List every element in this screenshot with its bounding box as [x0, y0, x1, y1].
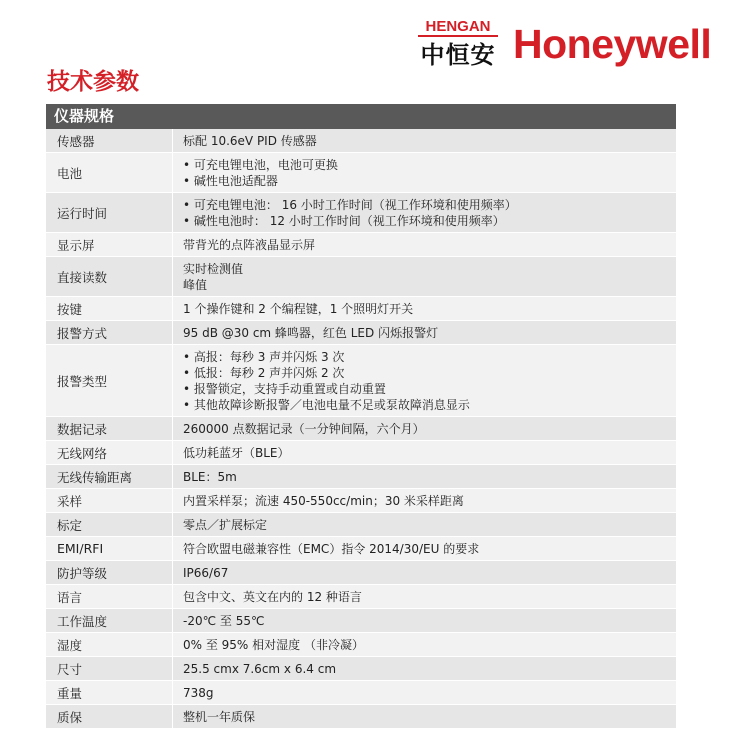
spec-row: [46, 129, 676, 153]
spec-label: 报警方式: [46, 321, 173, 344]
honeywell-logo: Honeywell: [513, 21, 712, 67]
spec-label: 标定: [46, 513, 173, 536]
spec-value: [173, 257, 676, 296]
spec-value-line: 零点／扩展标定: [183, 517, 268, 532]
spec-row: [46, 257, 676, 297]
spec-row: [46, 657, 676, 681]
spec-label: 无线网络: [46, 441, 173, 464]
hengan-logo-en: HENGAN: [425, 18, 491, 35]
spec-label: 按键: [46, 297, 173, 320]
spec-label: 工作温度: [46, 609, 173, 632]
spec-row: [46, 321, 676, 345]
spec-label: 运行时间: [46, 193, 173, 232]
hengan-logo: [412, 18, 504, 69]
spec-value-line: 260000 点数据记录（一分钟间隔，六个月）: [183, 421, 425, 436]
spec-row: [46, 441, 676, 465]
spec-value: [173, 233, 676, 256]
spec-label: 防护等级: [46, 561, 173, 584]
spec-value-line: IP66/67: [183, 565, 229, 580]
spec-value: [173, 561, 676, 584]
spec-value: [173, 321, 676, 344]
spec-row: [46, 609, 676, 633]
spec-value-line: • 碱性电池适配器: [183, 173, 278, 188]
spec-value-line: 25.5 cmx 7.6cm x 6.4 cm: [183, 661, 337, 676]
spec-value-line: • 碱性电池时： 12 小时工作时间（视工作环境和使用频率）: [183, 213, 505, 228]
spec-value-line: 内置采样泵；流速 450-550cc/min；30 米采样距离: [183, 493, 464, 508]
spec-value-line: BLE：5m: [183, 469, 237, 484]
spec-value: [173, 513, 676, 536]
spec-value-line: • 高报：每秒 3 声并闪烁 3 次: [183, 349, 345, 364]
spec-value: [173, 633, 676, 656]
spec-value: [173, 129, 676, 152]
spec-value: [173, 657, 676, 680]
spec-value: [173, 345, 676, 416]
spec-value-line: 带背光的点阵液晶显示屏: [183, 237, 316, 252]
spec-value: [173, 537, 676, 560]
spec-value-line: 738g: [183, 685, 214, 700]
spec-value-line: 1 个操作键和 2 个编程键，1 个照明灯开关: [183, 301, 414, 316]
spec-label: 湿度: [46, 633, 173, 656]
spec-row: [46, 153, 676, 193]
spec-value: [173, 417, 676, 440]
spec-row: [46, 417, 676, 441]
spec-value-line: 符合欧盟电磁兼容性（EMC）指令 2014/30/EU 的要求: [183, 541, 480, 556]
spec-row: [46, 233, 676, 257]
spec-value-line: • 低报：每秒 2 声并闪烁 2 次: [183, 365, 345, 380]
spec-value-line: • 可充电锂电池，电池可更换: [183, 157, 338, 172]
spec-label: EMI/RFI: [46, 537, 173, 560]
spec-value-line: • 报警锁定，支持手动重置或自动重置: [183, 381, 386, 396]
spec-value-line: 峰值: [183, 277, 208, 292]
spec-label: 数据记录: [46, 417, 173, 440]
spec-row: [46, 681, 676, 705]
spec-label: 语言: [46, 585, 173, 608]
spec-value-line: 标配 10.6eV PID 传感器: [183, 133, 317, 148]
page-title: 技术参数: [47, 69, 139, 95]
spec-row: [46, 465, 676, 489]
spec-row: [46, 585, 676, 609]
spec-value-line: • 可充电锂电池： 16 小时工作时间（视工作环境和使用频率）: [183, 197, 517, 212]
spec-row: [46, 561, 676, 585]
spec-value-line: 95 dB @30 cm 蜂鸣器，红色 LED 闪烁报警灯: [183, 325, 439, 340]
spec-table: [46, 104, 676, 729]
spec-value: [173, 297, 676, 320]
spec-value-line: 0% 至 95% 相对湿度 （非冷凝）: [183, 637, 364, 652]
spec-row: [46, 297, 676, 321]
spec-rows: [46, 129, 676, 729]
spec-label: 显示屏: [46, 233, 173, 256]
spec-table-header: 仪器规格: [46, 104, 676, 129]
spec-label: 传感器: [46, 129, 173, 152]
spec-value-line: 包含中文、英文在内的 12 种语言: [183, 589, 362, 604]
spec-value: [173, 441, 676, 464]
spec-value-line: 低功耗蓝牙（BLE）: [183, 445, 290, 460]
spec-label: 尺寸: [46, 657, 173, 680]
spec-label: 质保: [46, 705, 173, 728]
spec-label: 直接读数: [46, 257, 173, 296]
spec-value-line: 实时检测值: [183, 261, 244, 276]
spec-row: [46, 705, 676, 729]
spec-value: [173, 585, 676, 608]
spec-row: [46, 537, 676, 561]
spec-value: [173, 465, 676, 488]
spec-label: 电池: [46, 153, 173, 192]
spec-row: [46, 345, 676, 417]
spec-label: 无线传输距离: [46, 465, 173, 488]
spec-row: [46, 513, 676, 537]
spec-value: [173, 193, 676, 232]
spec-value: [173, 705, 676, 728]
spec-value-line: -20℃ 至 55℃: [183, 613, 265, 628]
spec-label: 报警类型: [46, 345, 173, 416]
spec-row: [46, 489, 676, 513]
spec-value: [173, 681, 676, 704]
spec-value: [173, 489, 676, 512]
spec-value-line: • 其他故障诊断报警／电池电量不足或泵故障消息显示: [183, 397, 470, 412]
hengan-logo-cn: 中恒安: [420, 41, 496, 69]
spec-value: [173, 609, 676, 632]
spec-row: [46, 193, 676, 233]
spec-label: 采样: [46, 489, 173, 512]
spec-label: 重量: [46, 681, 173, 704]
spec-row: [46, 633, 676, 657]
spec-value-line: 整机一年质保: [183, 709, 256, 724]
spec-value: [173, 153, 676, 192]
